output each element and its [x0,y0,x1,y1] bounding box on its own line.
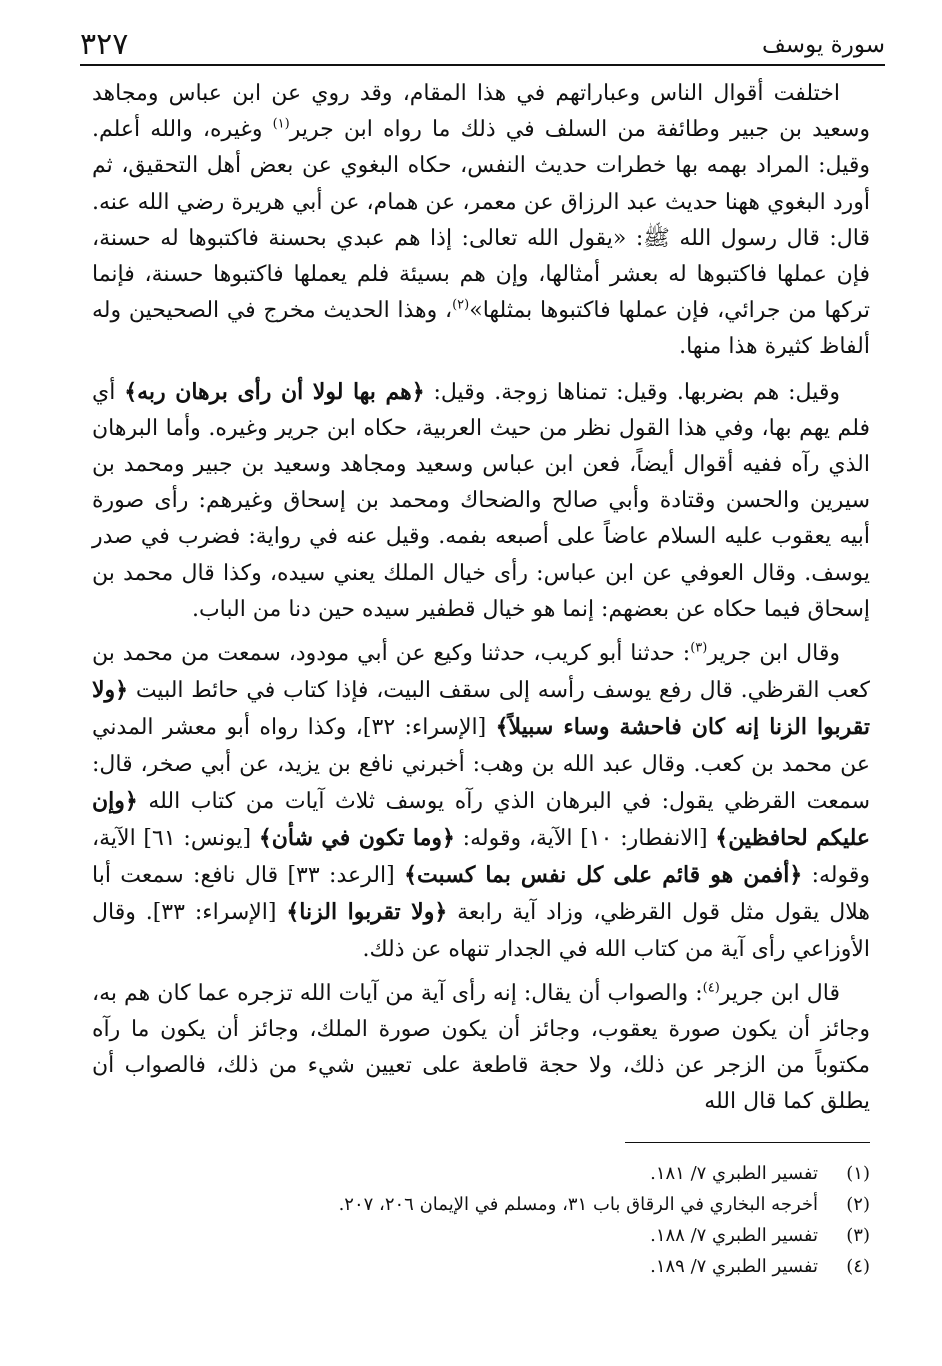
text-run: [يونس: ٦١] الآية، وقوله: [92,826,871,889]
footnotes [92,1158,870,1282]
footnote-number: (١) [846,1163,870,1184]
footnote-item [92,1251,870,1282]
quran-quote: ﴿وإن عليكم لحافظين﴾ [92,787,871,852]
footnote-number: (٣) [846,1225,870,1246]
footnote-number: (٢) [846,1194,870,1215]
text-run: قال ابن جرير [719,980,840,1006]
footnote-text: تفسير الطبري ٧/ ١٨١. [650,1163,818,1184]
footnote-item [92,1189,870,1220]
quran-quote: ﴿ولا تقربوا الزنا إنه كان فاحشة وساء سبيلاً﴾ [92,677,871,741]
page-header [80,20,885,66]
footnote-text: تفسير الطبري ٧/ ١٨٩. [650,1256,818,1277]
text-run: : حدثنا أبو كريب، حدثنا وكيع عن أبي مودود، سمعت من محمد بن كعب القرظي. قال رفع يوسف رأسه إلى سقف البيت، فإذا كتاب في حائط البيت [92,641,870,704]
text-run: [الرعد: ٣٣] قال نافع: سمعت أبا هلال يقول مثل قول القرظي، وزاد آية رابعة [92,863,871,926]
footnote-text: تفسير الطبري ٧/ ١٨٨. [650,1225,818,1246]
paragraph [92,374,870,628]
text-run: أي فلم يهم بها، وفي هذا القول نظر من حيث العربية، حكاه ابن جرير وغيره. وأما البرهان الذي رآه ففيه أقوال أيضاً، فعن ابن عباس وسعيد ومجاهد وسعيد بن جبير ومحمد بن سيرين والحسن وقتادة وأبي صالح والضحاك ومحمد بن إسحاق وغيرهم: رأى صورة أبيه يعقوب عليه السلام عاضاً على أصبعه بفمه. وقيل عنه في رواية: فضرب في صدر يوسف. وقال العوفي عن ابن عباس: رأى خيال الملك يعني سيده، وكذا قال محمد بن إسحاق فيما حكاه عن بعضهم: إنما هو خيال قطفير سيده حين دنا من الباب. [92,379,871,622]
text-run: وغيره، والله أعلم. وقيل: المراد بهمه بها خطرات حديث النفس، حكاه البغوي عن بعض أهل التحقيق، ثم أورد البغوي ههنا حديث عبد الرزاق عن معمر، عن همام، عن أبي هريرة رضي الله عنه. قال: قال رسول الله ﷺ: «يقول الله تعالى: إذا هم عبدي بحسنة فاكتبوها له حسنة، فإن عملها فاكتبوها له بعشر أمثالها، وإن هم بسيئة فلم يعملها فاكتبوها حسنة، فإنما تركها من جرائي، فإن عملها فاكتبوها بمثلها» [92,117,870,324]
surah-title: سورة يوسف [762,32,885,58]
footnote-item [92,1220,870,1251]
footnote-marker: (٣) [690,640,708,656]
footnote-number: (٤) [846,1256,870,1277]
page-number: ٣٢٧ [80,27,129,62]
text-run: [الإسراء: ٣٣]. وقال الأوزاعي رأى آية من كتاب الله في الجدار تنهاه عن ذلك. [92,900,870,962]
footnote-marker: (٢) [452,297,470,313]
text-run: وقال ابن جرير [707,641,840,667]
paragraph [92,636,870,968]
footnote-text: أخرجه البخاري في الرقاق باب ٣١، ومسلم في الإيمان ٢٠٦، ٢٠٧. [338,1194,818,1215]
paragraph [92,76,870,366]
text-run: اختلفت أقوال الناس وعباراتهم في هذا المقام، وقد روي عن ابن عباس ومجاهد وسعيد بن جبير وطائفة من السلف في ذلك ما رواه ابن جرير [92,81,871,143]
paragraph [92,976,870,1121]
footnote-item [92,1158,870,1189]
main-text [92,76,870,1129]
footnote-marker: (١) [272,116,290,132]
text-run: وقيل: هم بضربها. وقيل: تمناها زوجة. وقيل: [424,379,840,405]
quran-quote: ﴿أفمن هو قائم على كل نفس بما كسبت﴾ [404,862,803,889]
quran-quote: ﴿وما تكون في شأن﴾ [258,825,455,852]
footnote-marker: (٤) [702,980,720,996]
footnote-separator [625,1142,870,1143]
quran-quote: ﴿ولا تقربوا الزنا﴾ [286,899,448,926]
text-run: [الإسراء: ٣٢]، وكذا رواه أبو معشر المدني عن محمد بن كعب. وقال عبد الله بن وهب: أخبرني نافع بن يزيد، عن أبي صخر، قال: سمعت القرظي يقول: في البرهان الذي رآه يوسف ثلاث آيات من كتاب الله [92,715,870,814]
quran-quote: ﴿هم بها لولا أن رأى برهان ربه﴾ [124,378,425,405]
text-run: [الانفطار: ١٠] الآية، وقوله: [454,826,716,852]
text-run: : والصواب أن يقال: إنه رأى آية من آيات الله تزجره عما كان هم به، وجائز أن يكون صورة يعقوب، وجائز أن يكون صورة الملك، وجائز أن يكون ما رآه مكتوباً من الزجر عن ذلك، ولا حجة قاطعة على تعيين شيء من ذلك، فالصواب أن يطلق كما قال الله [92,980,870,1115]
text-run: ، وهذا الحديث مخرج في الصحيحين وله ألفاظ كثيرة هذا منها. [92,298,870,360]
